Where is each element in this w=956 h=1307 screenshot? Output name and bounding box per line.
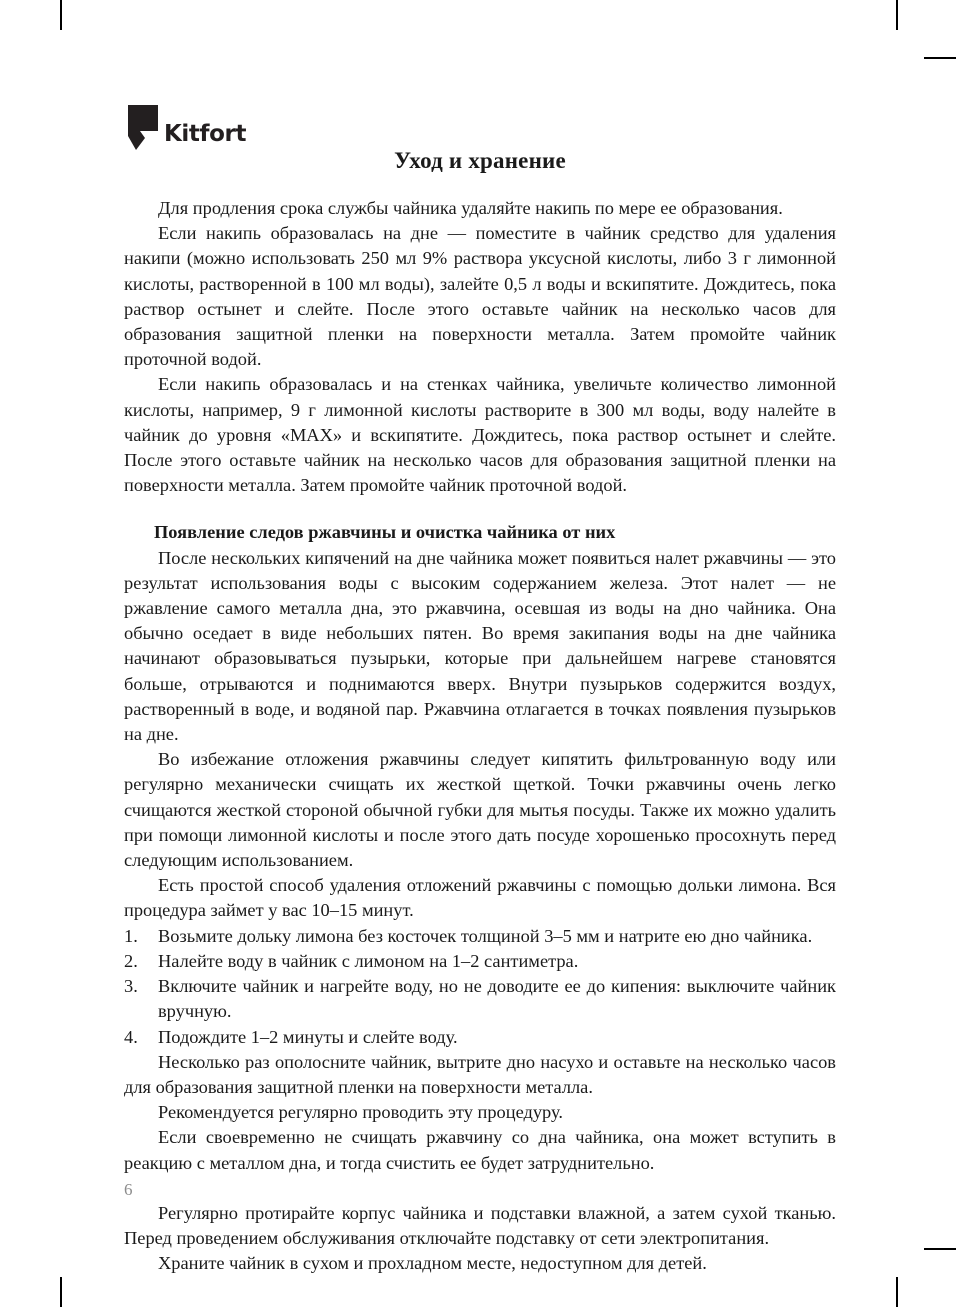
storage-paragraph-2: Храните чайник в сухом и прохладном месте, недоступном для детей. (158, 1253, 707, 1274)
rust-removal-steps (124, 924, 836, 1050)
kitfort-flag-logo-icon (128, 105, 158, 151)
care-paragraph-3: Если накипь образовалась и на стенках чайника, увеличьте количество лимонной кислоты, например, 9 г лимонной кислоты растворите в 300 мл воды, воду налейте в чайник до уровня «MAX» и вскипятите. Дождитесь, пока раствор остынет и слейте. После этого оставьте чайник на несколько часов для образования защитной пленки на поверхности металла. Затем промойте чайник проточной водой. (124, 374, 836, 496)
rust-section-heading: Появление следов ржавчины и очистка чайника от них (154, 522, 616, 543)
page-number: 6 (124, 1180, 133, 1199)
rust-paragraph-1: После нескольких кипячений на дне чайника может появиться налет ржавчины — это результат использования воды с высоким содержанием железа. Этот налет — не ржавление самого металла дна, это ржавчина, осевшая из воды на дно чайника. Она обычно оседает в виде небольших пятен. Во время закипания воды на дне чайника начинают образовываться пузырьки, которые при дальнейшем нагреве становятся больше, отрываются и поднимаются вверх. Внутри пузырьков содержится воздух, растворенный в воде, и водяной пар. Ржавчина отлагается в точках появления пузырьков на дне. (124, 547, 836, 745)
rust-paragraph-3: Есть простой способ удаления отложений ржавчины с помощью дольки лимона. Вся процедура займет у вас 10–15 минут. (124, 875, 836, 921)
list-item: Налейте воду в чайник с лимоном на 1–2 сантиметра. (158, 950, 579, 971)
brand-wordmark: Kitfort (164, 121, 247, 147)
crop-mark-top-right (896, 0, 898, 30)
document-body (124, 148, 836, 1276)
care-paragraph-1: Для продления срока службы чайника удаляйте накипь по мере ее образования. (158, 198, 783, 218)
crop-mark-bottom-right (896, 1277, 898, 1307)
care-paragraph-2: Если накипь образовалась на дне — поместите в чайник средство для удаления накипи (можно использовать 250 мл 9% раствора уксусной кислоты, либо 3 г лимонной кислоты, растворенной в 100 мл воды), залейте 0,5 л воды и вскипятите. Дождитесь, пока раствор остынет и слейте. После этого оставьте чайник на несколько часов для образования защитной пленки на поверхности металла. Затем промойте чайник проточной водой. (124, 223, 836, 370)
list-item: Подождите 1–2 минуты и слейте воду. (158, 1026, 458, 1047)
rust-after-paragraph-1: Несколько раз ополосните чайник, вытрите дно насухо и оставьте на несколько часов для образования защитной пленки на поверхности металла. (124, 1051, 836, 1097)
rust-after-paragraph-3: Если своевременно не счищать ржавчину со дна чайника, она может вступить в реакцию с металлом дна, и тогда счистить ее будет затруднительно. (124, 1127, 836, 1173)
rust-after-paragraph-2: Рекомендуется регулярно проводить эту процедуру. (158, 1102, 563, 1123)
crop-mark-top-right-horizontal (924, 57, 956, 59)
storage-paragraph-1: Регулярно протирайте корпус чайника и подставки влажной, а затем сухой тканью. Перед проведением обслуживания отключайте подставку от сети электропитания. (124, 1202, 836, 1248)
crop-mark-bottom-right-horizontal (924, 1248, 956, 1250)
crop-mark-bottom-left (60, 1277, 62, 1307)
crop-mark-top-left (60, 0, 62, 30)
rust-paragraph-2: Во избежание отложения ржавчины следует кипятить фильтрованную воду или регулярно механически счищать их жесткой щеткой. Точки ржавчины очень легко счищаются жесткой стороной обычной губки для мытья посуды. Также их можно удалить при помощи лимонной кислоты и после этого дать посуде хорошенько просохнуть перед следующим использованием. (124, 749, 836, 871)
page-title: Уход и хранение (394, 148, 566, 173)
list-item: Возьмите дольку лимона без косточек толщиной 3–5 мм и натрите ею дно чайника. (158, 925, 813, 946)
brand-logo (128, 101, 246, 151)
section-spacer (124, 1176, 836, 1201)
list-item: Включите чайник и нагрейте воду, но не доводите ее до кипения: выключите чайник вручную. (158, 976, 836, 1022)
